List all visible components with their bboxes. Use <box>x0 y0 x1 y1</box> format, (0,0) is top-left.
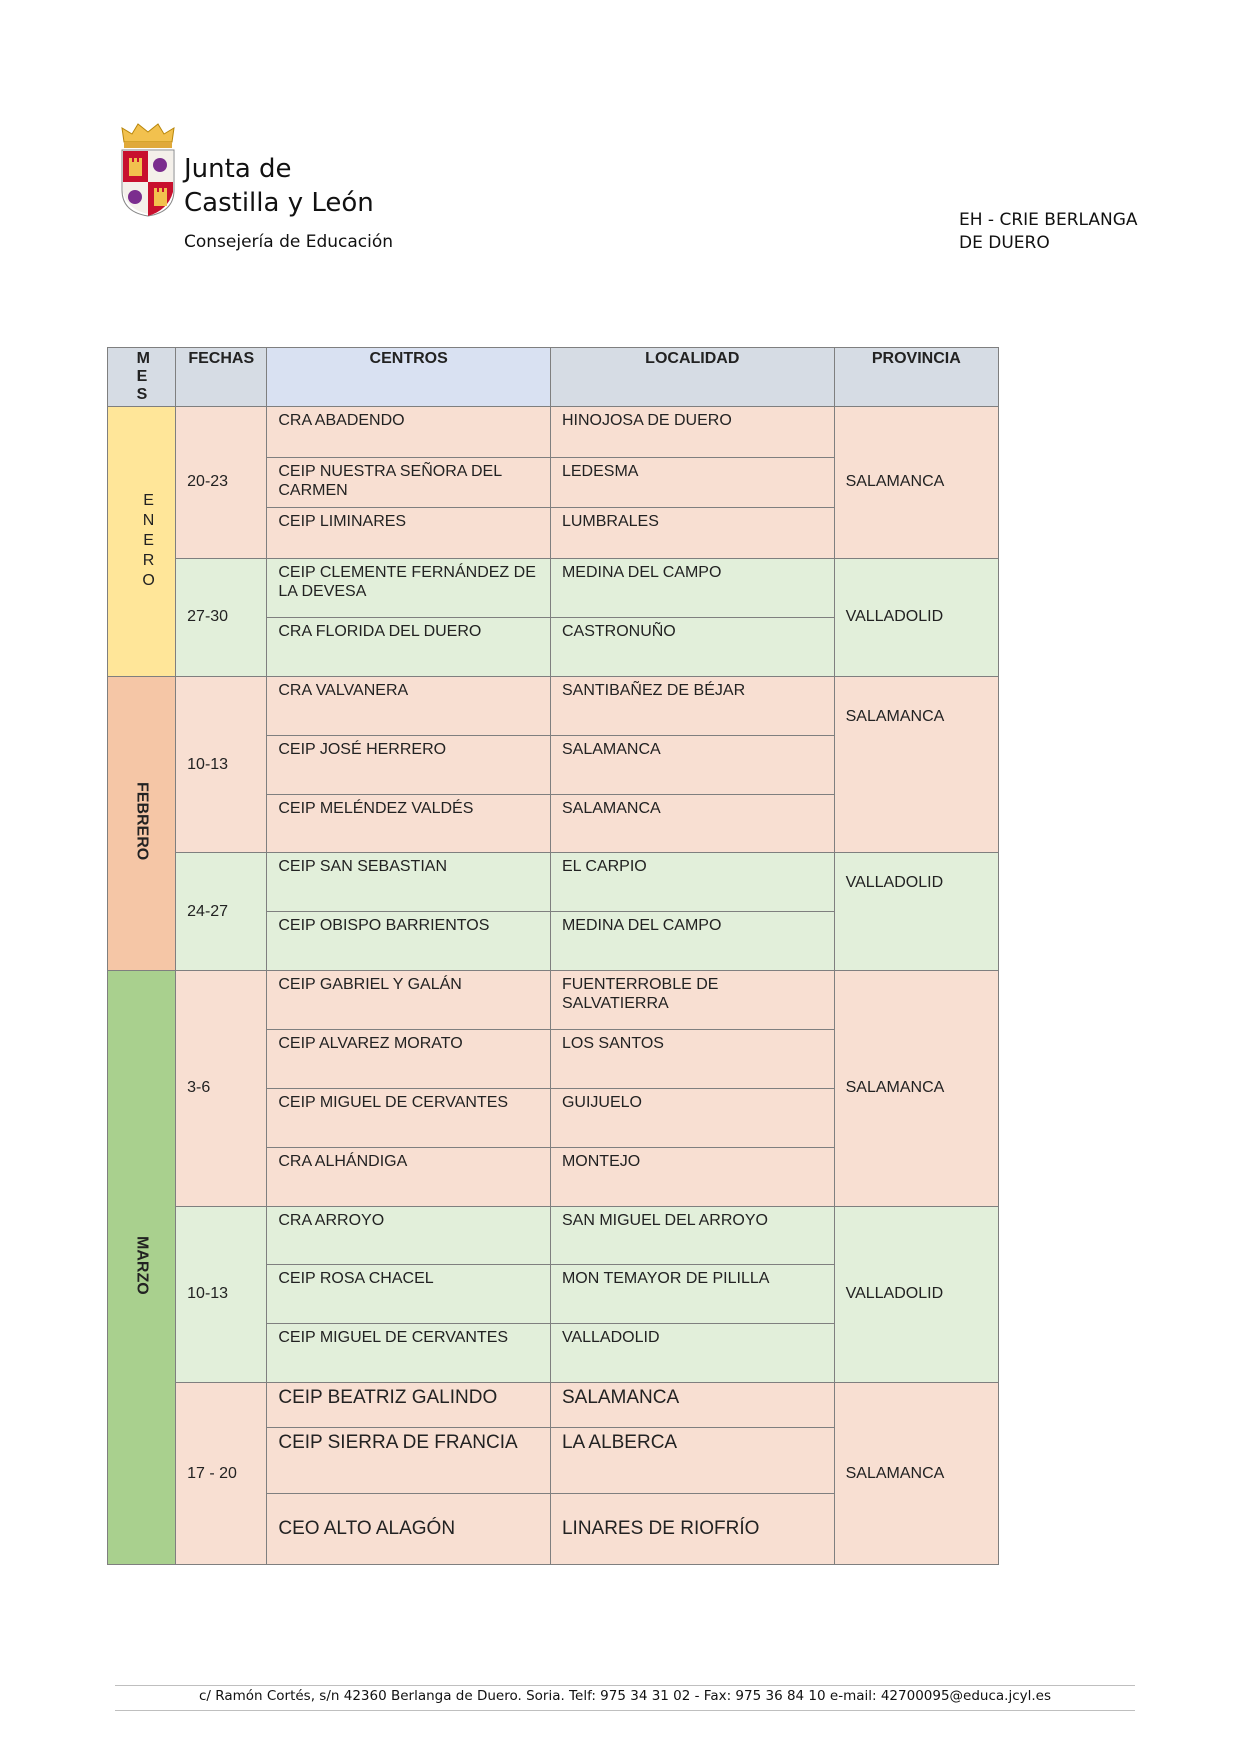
header-mes: MES <box>108 348 176 407</box>
fechas-cell: 27-30 <box>176 559 267 677</box>
provincia-cell: VALLADOLID <box>834 559 998 677</box>
centro-cell: CEO ALTO ALAGÓN <box>267 1493 551 1564</box>
localidad-cell: MEDINA DEL CAMPO <box>550 559 834 618</box>
month-cell-enero: ENERO <box>108 406 176 676</box>
localidad-cell: SALAMANCA <box>550 794 834 853</box>
centro-cell: CRA FLORIDA DEL DUERO <box>267 617 551 676</box>
centro-cell: CEIP GABRIEL Y GALÁN <box>267 971 551 1030</box>
month-cell-marzo: MARZO <box>108 971 176 1565</box>
localidad-cell: SALAMANCA <box>550 735 834 794</box>
centro-cell: CRA VALVANERA <box>267 676 551 735</box>
header-fechas: FECHAS <box>176 348 267 407</box>
localidad-cell: SAN MIGUEL DEL ARROYO <box>550 1206 834 1265</box>
table-row <box>108 971 999 1030</box>
table-row <box>108 676 999 735</box>
centro-cell: CEIP LIMINARES <box>267 508 551 559</box>
footer-divider-bottom <box>115 1710 1135 1711</box>
provincia-cell: SALAMANCA <box>834 676 998 853</box>
centro-cell: CEIP NUESTRA SEÑORA DEL CARMEN <box>267 457 551 508</box>
header-localidad: LOCALIDAD <box>550 348 834 407</box>
localidad-cell: LOS SANTOS <box>550 1029 834 1088</box>
localidad-cell: MON TEMAYOR DE PILILLA <box>550 1265 834 1324</box>
localidad-cell: LEDESMA <box>550 457 834 508</box>
fechas-cell: 20-23 <box>176 406 267 558</box>
table-row <box>108 1383 999 1428</box>
centro-cell: CEIP OBISPO BARRIENTOS <box>267 912 551 971</box>
centro-cell: CEIP MELÉNDEZ VALDÉS <box>267 794 551 853</box>
table-row <box>108 853 999 912</box>
centro-cell: CRA ALHÁNDIGA <box>267 1147 551 1206</box>
fechas-cell: 10-13 <box>176 676 267 853</box>
centro-cell: CEIP CLEMENTE FERNÁNDEZ DE LA DEVESA <box>267 559 551 618</box>
localidad-cell: SALAMANCA <box>550 1383 834 1428</box>
localidad-cell: LINARES DE RIOFRÍO <box>550 1493 834 1564</box>
localidad-cell: MEDINA DEL CAMPO <box>550 912 834 971</box>
localidad-cell: HINOJOSA DE DUERO <box>550 406 834 457</box>
fechas-cell: 17 - 20 <box>176 1383 267 1565</box>
centro-cell: CRA ARROYO <box>267 1206 551 1265</box>
month-cell-febrero: FEBRERO <box>108 676 176 970</box>
center-name-line2: DE DUERO <box>959 233 1050 253</box>
table-header-row <box>108 348 999 407</box>
provincia-cell: SALAMANCA <box>834 406 998 558</box>
localidad-cell: MONTEJO <box>550 1147 834 1206</box>
org-name-line1: Junta de <box>184 154 292 184</box>
localidad-cell: LA ALBERCA <box>550 1427 834 1493</box>
localidad-cell: CASTRONUÑO <box>550 617 834 676</box>
localidad-cell: GUIJUELO <box>550 1088 834 1147</box>
centro-cell: CRA ABADENDO <box>267 406 551 457</box>
localidad-cell: LUMBRALES <box>550 508 834 559</box>
table-row <box>108 406 999 457</box>
footer-address: c/ Ramón Cortés, s/n 42360 Berlanga de Duero. Soria. Telf: 975 34 31 02 - Fax: 975 36 84 10 e-mail: 42700095@educa.jcyl.es <box>198 1688 1052 1704</box>
table-row <box>108 1206 999 1265</box>
localidad-cell: VALLADOLID <box>550 1324 834 1383</box>
provincia-cell: VALLADOLID <box>834 853 998 971</box>
header-provincia: PROVINCIA <box>834 348 998 407</box>
header-centros: CENTROS <box>267 348 551 407</box>
footer-divider-top <box>115 1685 1135 1686</box>
centro-cell: CEIP JOSÉ HERRERO <box>267 735 551 794</box>
localidad-cell: EL CARPIO <box>550 853 834 912</box>
fechas-cell: 10-13 <box>176 1206 267 1383</box>
centro-cell: CEIP MIGUEL DE CERVANTES <box>267 1088 551 1147</box>
centro-cell: CEIP ALVAREZ MORATO <box>267 1029 551 1088</box>
localidad-cell: SANTIBAÑEZ DE BÉJAR <box>550 676 834 735</box>
provincia-cell: VALLADOLID <box>834 1206 998 1383</box>
centro-cell: CEIP SAN SEBASTIAN <box>267 853 551 912</box>
centro-cell: CEIP ROSA CHACEL <box>267 1265 551 1324</box>
provincia-cell: SALAMANCA <box>834 1383 998 1565</box>
provincia-cell: SALAMANCA <box>834 971 998 1206</box>
fechas-cell: 3-6 <box>176 971 267 1206</box>
centro-cell: CEIP MIGUEL DE CERVANTES <box>267 1324 551 1383</box>
centro-cell: CEIP SIERRA DE FRANCIA <box>267 1427 551 1493</box>
castilla-leon-coat-of-arms-icon <box>118 120 178 220</box>
department-name: Consejería de Educación <box>184 232 394 252</box>
fechas-cell: 24-27 <box>176 853 267 971</box>
localidad-cell: FUENTERROBLE DE SALVATIERRA <box>550 971 834 1030</box>
org-name-line2: Castilla y León <box>184 188 374 218</box>
schedule-table <box>107 347 999 1565</box>
center-name-line1: EH - CRIE BERLANGA <box>959 210 1138 230</box>
table-row <box>108 559 999 618</box>
centro-cell: CEIP BEATRIZ GALINDO <box>267 1383 551 1428</box>
